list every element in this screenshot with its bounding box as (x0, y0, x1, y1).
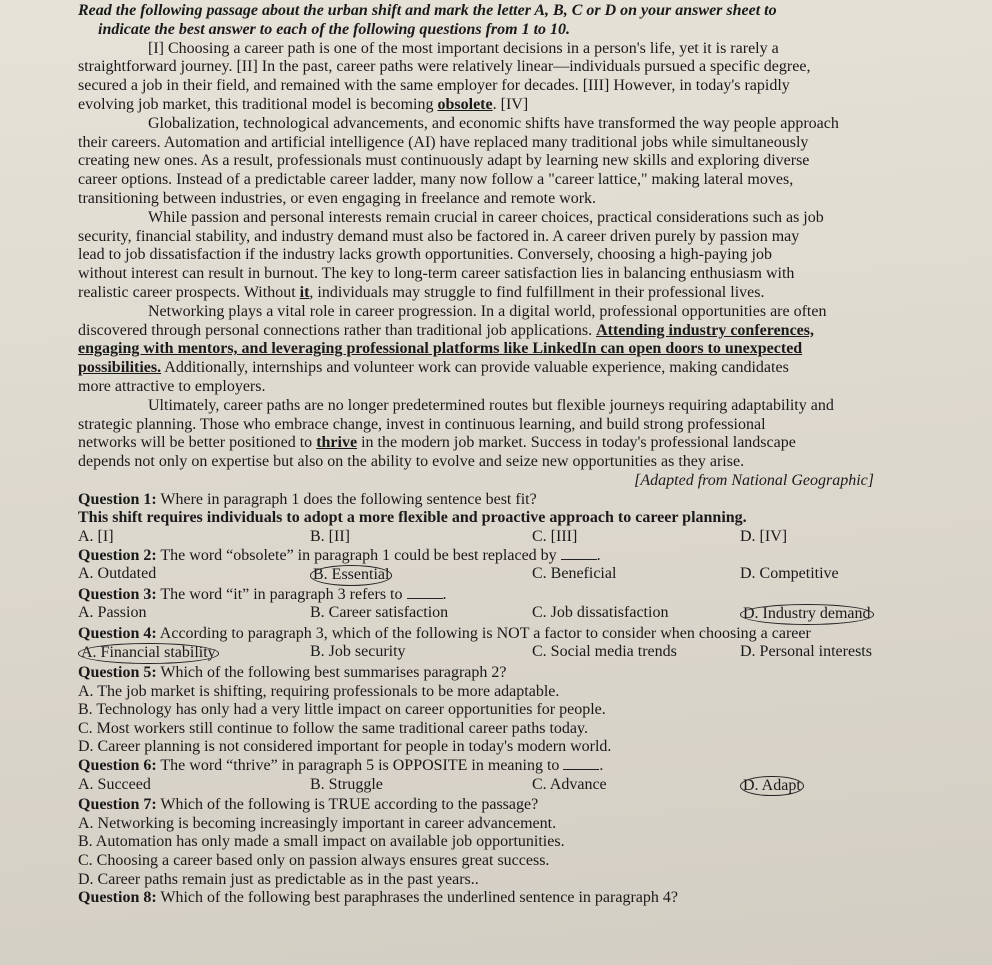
passage-text: networks will be better positioned to (78, 434, 313, 452)
option-d[interactable]: D. Competitive (740, 565, 839, 583)
option-d[interactable]: D. Personal interests (740, 643, 872, 661)
option-a-text: A. Financial stability (78, 643, 219, 664)
paragraph-4 (78, 303, 984, 397)
answer-blank (407, 586, 443, 599)
worksheet-content (78, 2, 984, 908)
word-thrive: thrive (316, 434, 358, 452)
passage-line: lead to job dissatisfaction if the industry lacks growth opportunities. Conversely, choosing a high-paying job (78, 246, 772, 264)
passage-text: discovered through personal connections rather than traditional job applications. (78, 321, 593, 339)
question-label: Question 1: (78, 490, 157, 508)
question-stem (78, 625, 984, 644)
passage-line: Ultimately, career paths are no longer predetermined routes but flexible journeys requiring adaptability and (148, 396, 834, 414)
passage-text: evolving job market, this traditional model is becoming (78, 95, 434, 113)
options-row (78, 776, 984, 797)
answer-blank (563, 757, 599, 770)
option-a[interactable] (78, 643, 310, 664)
option-d[interactable]: D. Career planning is not considered important for people in today's modern world. (78, 738, 612, 756)
question-text: Where in paragraph 1 does the following sentence best fit? (156, 490, 537, 508)
passage-line (78, 359, 984, 378)
question-4 (78, 625, 984, 664)
question-label: Question 4: (78, 624, 157, 642)
option-b-text: B. Essential (310, 565, 392, 586)
option-a[interactable]: A. Networking is becoming increasingly important in career advancement. (78, 814, 557, 832)
passage-text: realistic career prospects. Without (78, 283, 296, 301)
passage-text: , individuals may struggle to find fulfillment in their professional lives. (309, 283, 765, 301)
option-c[interactable]: C. Beneficial (532, 565, 617, 583)
options-row (78, 565, 984, 586)
option-c[interactable]: C. [III] (532, 527, 578, 545)
question-text: According to paragraph 3, which of the following is NOT a factor to consider when choosing a career (156, 624, 811, 642)
option-d[interactable] (740, 604, 874, 625)
passage-line: creating new ones. As a result, professionals must continuously adapt by learning new skills and exploring diverse (78, 152, 810, 170)
passage-line: Networking plays a vital role in career progression. In a digital world, professional opportunities are often (148, 302, 827, 320)
passage-line: transitioning between industries, or even engaging in freelance and remote work. (78, 189, 597, 207)
question-stem (78, 889, 984, 908)
passage-text: . [IV] (492, 95, 529, 113)
question-stem (78, 491, 984, 510)
question-3 (78, 586, 984, 625)
option-d-text: D. Industry demand (740, 604, 874, 625)
question-8 (78, 889, 984, 908)
option-a[interactable]: A. Passion (78, 604, 147, 622)
question-text: Which of the following best paraphrases the underlined sentence in paragraph 4? (156, 889, 678, 907)
question-text: The word “thrive” in paragraph 5 is OPPOSITE in meaning to (156, 757, 560, 775)
option-b[interactable]: B. Technology has only had a very little impact on career opportunities for people. (78, 701, 606, 719)
passage-line: their careers. Automation and artificial intelligence (AI) have replaced many traditional jobs while simultaneously (78, 133, 809, 151)
passage-text: Additionally, internships and volunteer work can provide valuable experience, making candidates (161, 359, 789, 377)
passage-line: strategic planning. Those who embrace change, invest in continuous learning, and build strong professional (78, 415, 766, 433)
word-obsolete: obsolete (437, 95, 493, 113)
source-citation: [Adapted from National Geographic] (634, 471, 874, 489)
question-1 (78, 491, 984, 547)
option-b[interactable]: B. Automation has only made a small impact on available job opportunities. (78, 833, 565, 851)
option-a[interactable]: A. [I] (78, 527, 114, 545)
question-text: The word “it” in paragraph 3 refers to (156, 585, 403, 603)
option-a[interactable]: A. Succeed (78, 775, 151, 793)
option-b[interactable]: B. Job security (310, 643, 406, 661)
question-stem: Question 3: The word “it” in paragraph 3 refers to . (78, 585, 447, 603)
options-row (78, 604, 984, 625)
question-stem (78, 664, 984, 683)
option-c[interactable]: C. Social media trends (532, 643, 677, 661)
passage-line: Globalization, technological advancements, and economic shifts have transformed the way people approach (148, 114, 839, 132)
options-row (78, 528, 984, 547)
question-7 (78, 796, 984, 889)
paragraph-2 (78, 115, 984, 209)
option-b[interactable]: B. [II] (310, 527, 350, 545)
underlined-sentence: possibilities. (78, 359, 162, 377)
question-stem (78, 796, 984, 815)
question-stem: Question 2: The word “obsolete” in paragraph 1 could be best replaced by . (78, 546, 601, 564)
option-c[interactable]: C. Choosing a career based only on passion always ensures great success. (78, 852, 550, 869)
options-row (78, 643, 984, 664)
passage-line: career options. Instead of a predictable career ladder, many now follow a "career lattice," making lateral moves, (78, 171, 794, 189)
underlined-sentence: Attending industry conferences, (596, 321, 814, 339)
passage-line (78, 434, 984, 453)
question-label: Question 7: (78, 796, 157, 814)
paragraph-3 (78, 209, 984, 303)
option-c[interactable]: C. Most workers still continue to follow the same traditional career paths today. (78, 719, 588, 737)
passage-line: more attractive to employers. (78, 377, 266, 395)
question-label: Question 6: (78, 757, 157, 775)
option-c[interactable]: C. Advance (532, 775, 607, 793)
passage-line: depends not only on expertise but also on the ability to evolve and seize new opportunities as they arise. (78, 453, 745, 471)
question-stem: Question 6: The word “thrive” in paragraph 5 is OPPOSITE in meaning to . (78, 757, 604, 775)
word-it: it (299, 283, 310, 301)
question-5 (78, 664, 984, 757)
question-label: Question 8: (78, 889, 157, 907)
question-label: Question 5: (78, 664, 157, 682)
option-a[interactable]: A. Outdated (78, 565, 157, 583)
passage-line (78, 284, 984, 303)
passage-text: in the modern job market. Success in today's professional landscape (357, 434, 796, 452)
option-d-text: D. Adapt (740, 776, 804, 797)
question-sentence: This shift requires individuals to adopt a more flexible and proactive approach to career planning. (78, 509, 747, 527)
passage-line: security, financial stability, and industry demand must also be factored in. A career driven purely by passion may (78, 227, 800, 245)
passage-line (78, 340, 984, 359)
paragraph-1 (78, 40, 984, 115)
question-text: Which of the following is TRUE according to the passage? (156, 796, 539, 814)
instructions-line: Read the following passage about the urban shift and mark the letter A, B, C or D on your answer sheet to (78, 2, 777, 19)
question-text: Which of the following best summarises paragraph 2? (156, 664, 507, 682)
option-b[interactable]: B. Career satisfaction (310, 604, 449, 622)
option-d[interactable]: D. Career paths remain just as predictable as in the past years.. (78, 870, 479, 888)
question-2 (78, 547, 984, 586)
underlined-sentence: engaging with mentors, and leveraging professional platforms like LinkedIn can open doors to unexpected (78, 340, 803, 358)
passage-line: without interest can result in burnout. The key to long-term career satisfaction lies in balancing enthusiasm with (78, 265, 795, 283)
passage-line: secured a job in their field, and remained with the same employer for decades. [III] However, in today's rapidly (78, 77, 790, 95)
option-c[interactable]: C. Job dissatisfaction (532, 604, 669, 622)
passage-line (78, 322, 984, 341)
passage-line: straightforward journey. [II] In the past, career paths were relatively linear—individuals pursued a specific degree, (78, 58, 811, 76)
paragraph-5 (78, 397, 984, 472)
question-6 (78, 757, 984, 796)
instructions-line: indicate the best answer to each of the following questions from 1 to 10. (98, 20, 571, 38)
question-label: Question 2: (78, 546, 157, 564)
passage-line (78, 96, 984, 115)
option-b[interactable] (310, 565, 532, 586)
passage-line: While passion and personal interests remain crucial in career choices, practical considerations such as job (148, 208, 824, 226)
passage-line: [I] Choosing a career path is one of the most important decisions in a person's life, yet it is rarely a (148, 39, 779, 57)
answer-blank (561, 547, 597, 560)
option-a[interactable]: A. The job market is shifting, requiring professionals to be more adaptable. (78, 682, 560, 700)
option-b[interactable]: B. Struggle (310, 775, 383, 793)
instructions (78, 2, 984, 40)
question-label: Question 3: (78, 585, 157, 603)
question-text: The word “obsolete” in paragraph 1 could be best replaced by (156, 546, 557, 564)
option-d[interactable] (740, 776, 804, 797)
option-d[interactable]: D. [IV] (740, 527, 788, 545)
